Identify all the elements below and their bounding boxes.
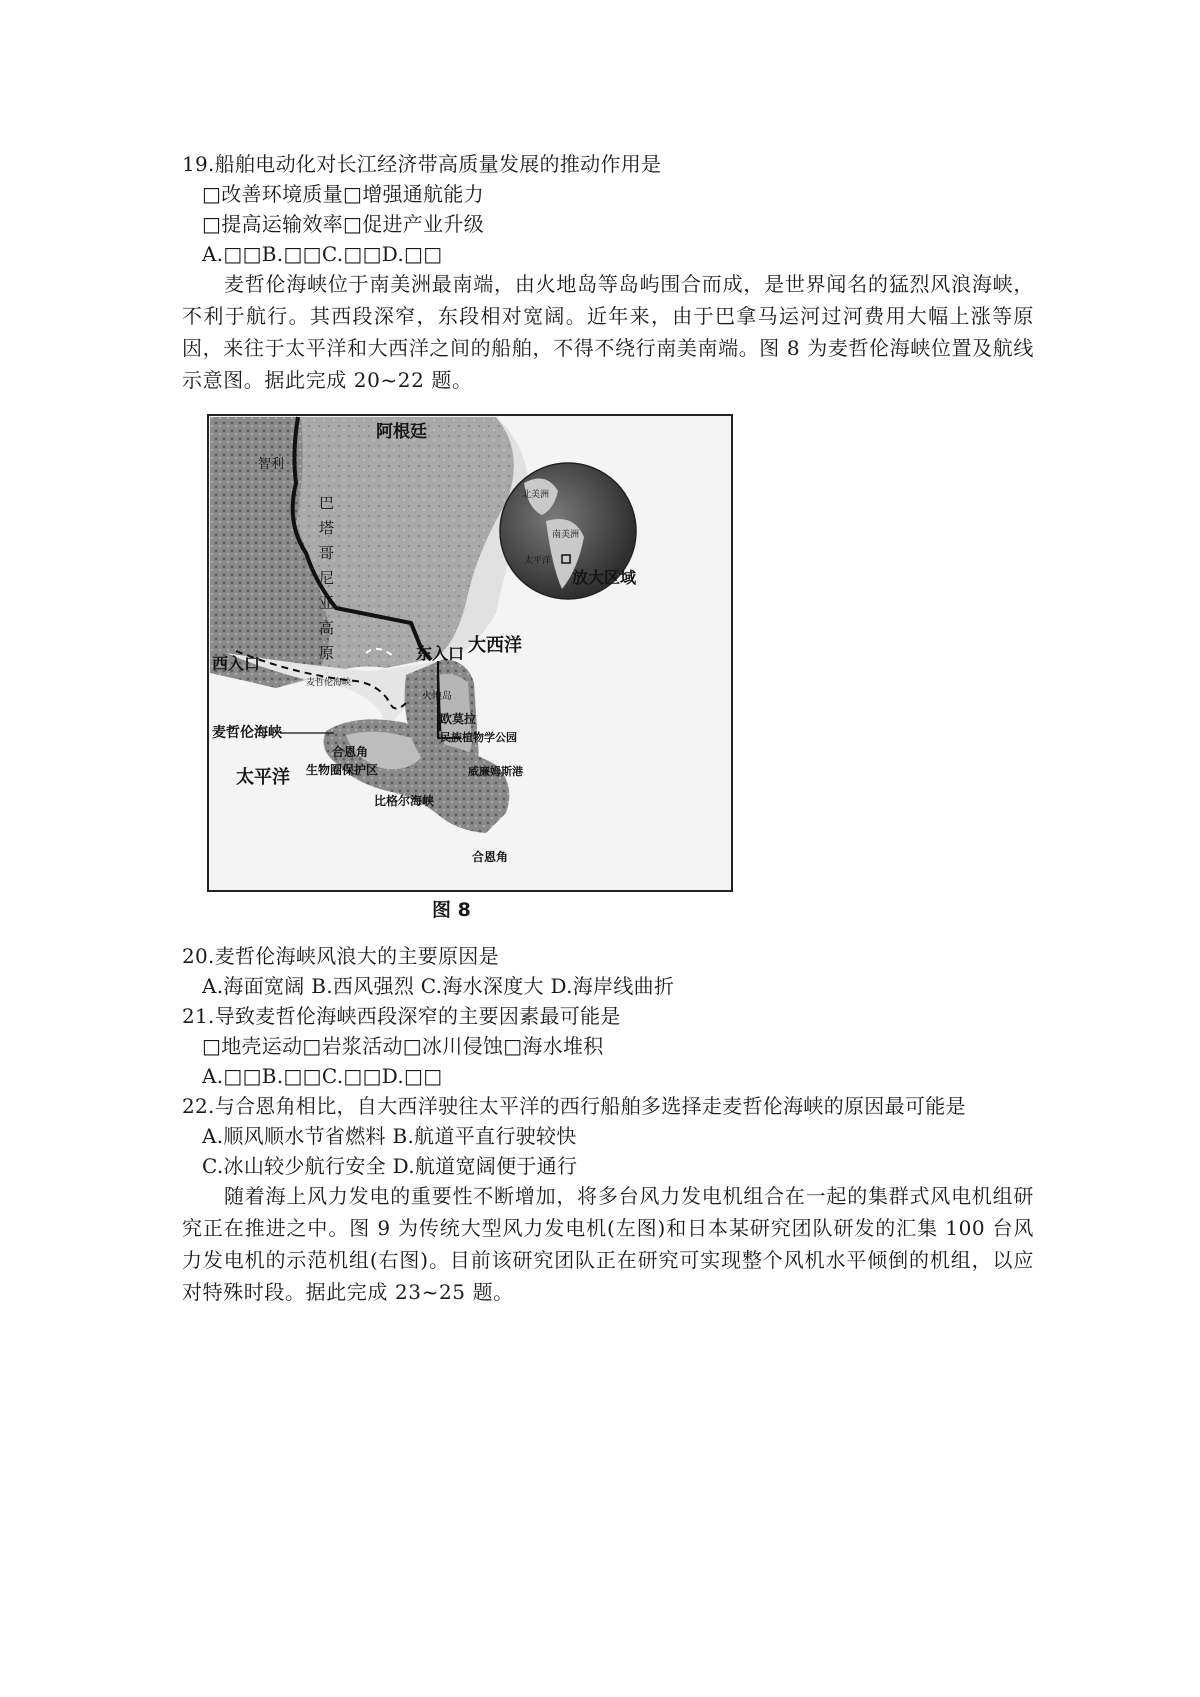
label-globe-pacific: 太平洋	[524, 556, 552, 566]
label-strait: 麦哲伦海峡	[212, 725, 282, 741]
label-patagonia: 巴塔哥尼亚高原	[317, 495, 335, 670]
label-williams: 威廉姆斯港	[468, 765, 523, 778]
label-reserve2: 生物圈保护区	[306, 763, 379, 777]
label-route: 麦哲伦海峡	[306, 678, 352, 688]
q19-options: A.□□B.□□C.□□D.□□	[202, 242, 443, 266]
label-reserve1: 合恩角	[332, 745, 369, 759]
q21-options: A.□□B.□□C.□□D.□□	[202, 1064, 443, 1088]
label-east-entrance: 东入口	[416, 644, 465, 663]
label-beagle: 比格尔海峡	[374, 794, 435, 808]
label-pacific: 太平洋	[236, 767, 290, 788]
label-west-entrance: 西入口	[212, 654, 261, 673]
figure-8-map	[206, 413, 734, 893]
label-tierra-del-fuego: 火地岛	[422, 691, 452, 702]
label-park2: 民族植物学公园	[440, 731, 517, 744]
q21-items: □地壳运动□岩浆活动□冰川侵蚀□海水堆积	[202, 1034, 604, 1058]
label-atlantic: 大西洋	[468, 635, 522, 656]
q21-stem: 21.导致麦哲伦海峡西段深窄的主要因素最可能是	[182, 1004, 621, 1028]
figure-8-caption: 图 8	[432, 899, 471, 921]
q20-options: A.海面宽阔 B.西风强烈 C.海水深度大 D.海岸线曲折	[202, 974, 675, 998]
q22-options-line1: A.顺风顺水节省燃料 B.航道平直行驶较快	[202, 1124, 577, 1148]
q22-options-line2: C.冰山较少航行安全 D.航道宽阔便于通行	[202, 1154, 578, 1178]
q19-items-line2: □提高运输效率□促进产业升级	[202, 212, 484, 236]
label-zoom-area: 放大区域	[572, 568, 637, 587]
q22-stem: 22.与合恩角相比，自大西洋驶往太平洋的西行船舶多选择走麦哲伦海峡的原因最可能是	[182, 1094, 966, 1118]
q20-stem: 20.麦哲伦海峡风浪大的主要原因是	[182, 944, 499, 968]
q19-items-line1: □改善环境质量□增强通航能力	[202, 182, 484, 206]
label-globe-north: 北美洲	[522, 490, 550, 500]
label-cape-horn: 合恩角	[472, 850, 509, 864]
label-argentina: 阿根廷	[376, 422, 427, 442]
passage-wind-turbines: 随着海上风力发电的重要性不断增加，将多台风力发电机组合在一起的集群式风电机组研究正在推进之中。图 9 为传统大型风力发电机(左图)和日本某研究团队研发的汇集 100 台风力发电机的示范机组(右图)。目前该研究团队正在研究可实现整个风机水平倾倒的机组，以应对特殊时段。据此完成 23~25 题。	[182, 1184, 1034, 1304]
q19-stem: 19.船舶电动化对长江经济带高质量发展的推动作用是	[182, 152, 662, 176]
passage-magellan: 麦哲伦海峡位于南美洲最南端，由火地岛等岛屿围合而成，是世界闻名的猛烈风浪海峡，不利于航行。其西段深窄，东段相对宽阔。近年来，由于巴拿马运河过河费用大幅上涨等原因，来往于太平洋和大西洋之间的船舶，不得不绕行南美南端。图 8 为麦哲伦海峡位置及航线示意图。据此完成 20~22 题。	[182, 272, 1034, 392]
label-park: 欧莫拉	[440, 712, 477, 726]
label-globe-south: 南美洲	[552, 530, 580, 540]
label-chile: 智利	[258, 457, 285, 472]
